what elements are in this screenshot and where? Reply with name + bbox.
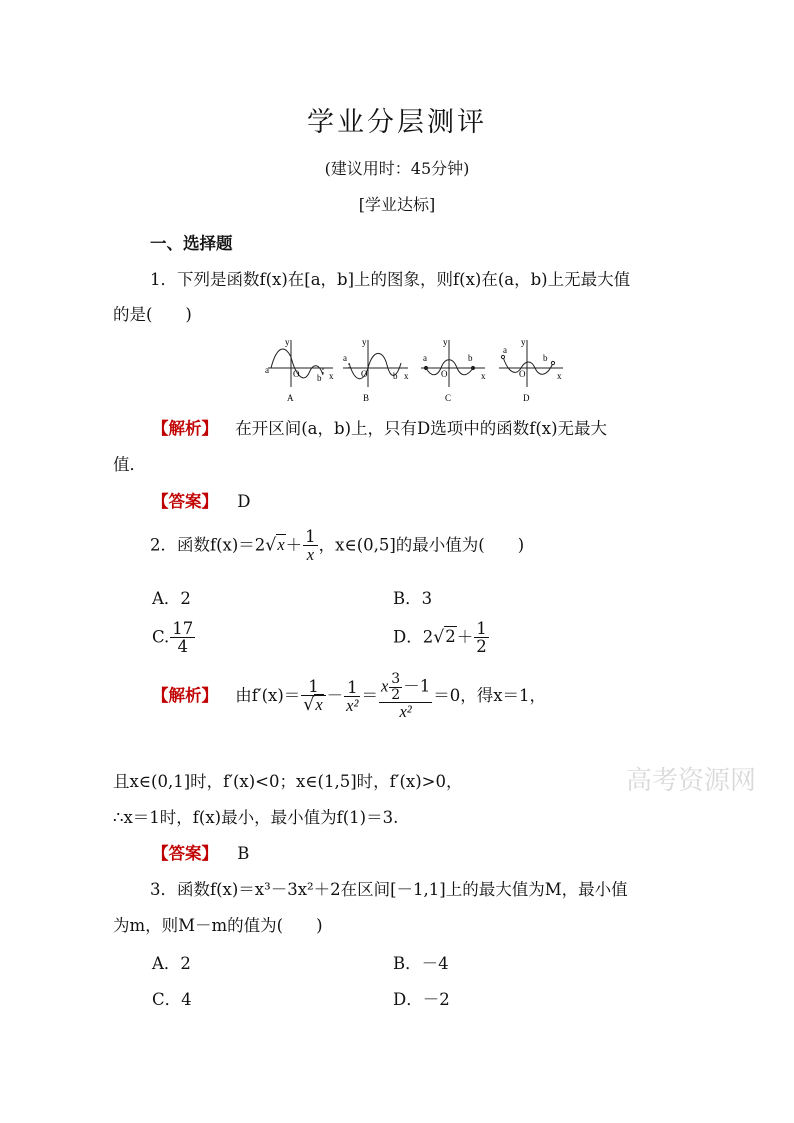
- graph-c-a: a: [423, 353, 427, 363]
- time-note: (建议用时：45分钟): [324, 159, 470, 178]
- q1-stem-line1: 1．下列是函数f(x)在[a，b]上的图象，则f(x)在(a，b)上无最大值: [150, 270, 631, 289]
- page-title: 学业分层测评: [307, 107, 487, 138]
- q2-answer-value: B: [237, 844, 250, 863]
- graph-c-x: x: [481, 371, 486, 381]
- q2-option-d-plus: ＋: [456, 627, 474, 647]
- q1-answer-tag: 【答案】: [152, 492, 218, 511]
- q2-analysis-line2: 且x∈(0,1]时，f′(x)<0；x∈(1,5]时，f′(x)>0，: [113, 772, 463, 791]
- q2-option-c-den: 4: [177, 637, 189, 657]
- graph-d-y: y: [521, 337, 526, 347]
- q3-option-c: C．4: [152, 990, 192, 1009]
- watermark: 高考资源网: [626, 766, 757, 796]
- q3-stem-line1: 3．函数f(x)＝x³－3x²＋2在区间[－1,1]上的最大值为M，最小值: [150, 880, 628, 899]
- q1-answer: [152, 488, 250, 512]
- q2-stem-fraction: [303, 528, 318, 564]
- graph-d: [499, 340, 563, 387]
- q2-option-d: D．2√2＋ $\frac{1}{2}$: [393, 619, 487, 657]
- graph-c: [421, 340, 485, 387]
- q2-analysis-eq: ＝: [361, 685, 378, 705]
- graph-b-b: b: [393, 371, 398, 381]
- graph-b-x: x: [404, 371, 409, 381]
- section-heading: 一、选择题: [150, 234, 233, 253]
- graph-c-y: y: [443, 337, 448, 347]
- q2-option-c-prefix: C.: [152, 627, 170, 647]
- graph-b: [343, 340, 408, 387]
- graph-a-o: O: [293, 369, 300, 379]
- graph-c-b: b: [468, 353, 473, 363]
- graph-label-a: A: [287, 393, 294, 403]
- section-tag: [学业达标]: [358, 195, 436, 214]
- q2-analysis-frac2-num: 1: [344, 679, 360, 697]
- q2-analysis-frac3-den: x²: [399, 702, 412, 722]
- q2-analysis-frac1: $\frac{1}{√x}$: [301, 678, 325, 715]
- q2-analysis-top-den: 2: [391, 686, 401, 703]
- q2-analysis-tail: ＝0，得x＝1，: [433, 685, 547, 705]
- q2-option-d-prefix: D．2: [393, 627, 434, 647]
- graph-a-y: y: [285, 337, 290, 347]
- q2-stem-suffix: ，x∈(0,5]的最小值为( ): [318, 535, 525, 555]
- graph-label-b: B: [363, 393, 370, 403]
- q2-option-d-den: 2: [476, 637, 487, 657]
- q2-stem-prefix: 2．函数f(x)＝2: [150, 535, 266, 555]
- q1-function-graphs: [263, 335, 563, 405]
- q2-analysis-lead: 由f′(x)＝: [235, 685, 301, 705]
- q2-option-d-fraction: [474, 620, 489, 656]
- q2-analysis-tag: 【解析】: [152, 685, 218, 705]
- q2-option-a: A．2: [152, 589, 191, 608]
- q2-answer-tag: 【答案】: [152, 844, 218, 863]
- q2-analysis-frac1-den: x: [315, 695, 323, 715]
- q3-stem-line2: 为m，则M－m的值为( ): [113, 916, 323, 935]
- q2-option-c-fraction: [170, 620, 195, 656]
- q2-stem-plus: ＋: [285, 535, 303, 555]
- q3-option-d: D．－2: [393, 990, 450, 1009]
- graph-c-o: O: [441, 369, 448, 379]
- q2-option-b: B．3: [393, 589, 433, 608]
- q2-analysis-frac3: [379, 672, 432, 721]
- q2-analysis-frac2: [344, 679, 360, 715]
- graph-a-a: a: [265, 365, 269, 375]
- q1-stem-line2: 的是( ): [113, 305, 192, 324]
- q1-analysis-tag: 【解析】: [152, 419, 218, 438]
- graph-a-b: b: [317, 373, 322, 383]
- graph-d-b: b: [543, 353, 548, 363]
- graph-d-o: O: [519, 369, 526, 379]
- graph-a-x: x: [329, 371, 334, 381]
- q2-option-c-num: 17: [172, 619, 194, 638]
- graph-b-y: y: [362, 337, 367, 347]
- q2-stem-frac-num: 1: [305, 527, 316, 546]
- graph-b-a: a: [343, 353, 347, 363]
- q2-stem-sqrt: x: [277, 535, 285, 555]
- q1-analysis-line2: 值．: [113, 455, 146, 474]
- q2-analysis-frac1-num: 1: [301, 678, 325, 696]
- q2-stem-frac-den: x: [306, 545, 315, 565]
- q3-option-a: A．2: [152, 954, 191, 973]
- q2-stem: 2．函数f(x)＝2√x＋ $\frac{1}{x}$ ，x∈(0,5]的最小值为( ): [150, 527, 525, 565]
- graph-d-x: x: [557, 371, 562, 381]
- q2-option-d-sqrt: 2: [445, 627, 456, 647]
- q2-analysis-minus: －: [326, 685, 344, 705]
- q2-analysis-top-minus1: －1: [403, 676, 431, 696]
- q2-analysis-line3: ∴x＝1时，f(x)最小，最小值为f(1)＝3.: [113, 808, 399, 827]
- q2-analysis: [152, 672, 546, 721]
- q2-analysis-top-x: x: [380, 676, 389, 696]
- q2-option-d-num: 1: [476, 619, 487, 638]
- graph-d-a: a: [503, 345, 507, 355]
- q2-analysis-frac2-den: x²: [346, 695, 359, 715]
- q1-answer-value: D: [237, 492, 251, 511]
- graph-b-o: O: [361, 369, 368, 379]
- graph-label-c: C: [445, 393, 452, 403]
- graph-label-d: D: [523, 393, 530, 403]
- graph-a: [268, 340, 333, 387]
- q2-option-c: [152, 620, 196, 656]
- q2-answer: [152, 840, 249, 864]
- q3-option-b: B．－4: [393, 954, 449, 973]
- q1-analysis-text: 在开区间(a，b)上，只有D选项中的函数f(x)无最大: [235, 419, 608, 438]
- q1-analysis: [152, 415, 607, 439]
- q2-analysis-top-num: 3: [391, 671, 401, 687]
